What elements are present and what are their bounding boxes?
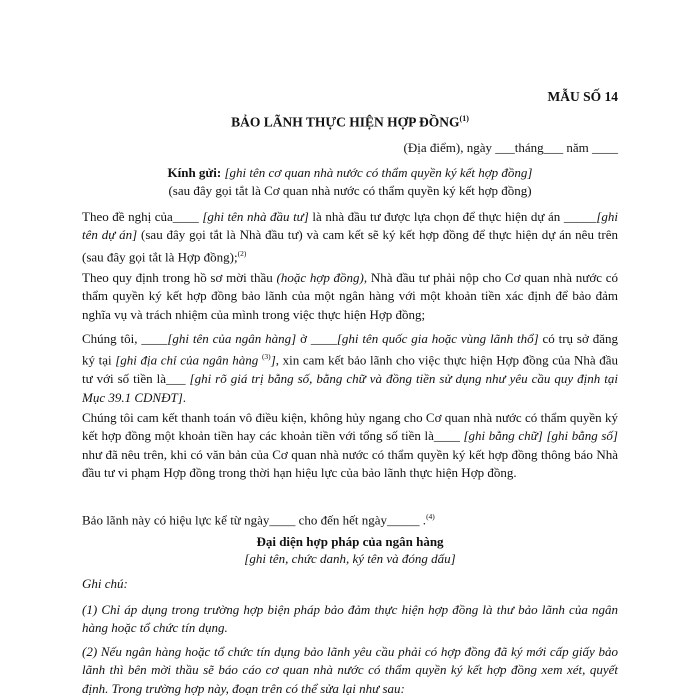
p3-address-close: ]	[270, 352, 276, 368]
date-line: (Địa điểm), ngày ___tháng___ năm ____	[403, 140, 618, 155]
p3-text-4: , xin cam kết bảo lãnh cho việc thực hiện Hợp đồng của Nhà đầu tư với số tiền là___	[82, 352, 618, 387]
signature-title: Đại diện hợp pháp của ngân hàng	[256, 534, 444, 549]
p3-address-placeholder: [ghi địa chỉ của ngân hàng	[115, 352, 262, 368]
paragraph-requirement	[82, 269, 618, 324]
paragraph-request	[82, 208, 618, 267]
p1-text-3: (sau đây gọi tắt là Nhà đầu tư) và cam kết sẽ ký kết hợp đồng để thực hiện dự án nêu trên (sau đây gọi tắt là Hợp đồng);	[82, 227, 618, 265]
addressee-note: (sau đây gọi tắt là Cơ quan nhà nước có thẩm quyền ký kết hợp đồng)	[168, 183, 532, 198]
addressee-label: Kính gửi:	[167, 165, 222, 180]
note-1: (1) Chỉ áp dụng trong trường hợp biện pháp bảo đảm thực hiện hợp đồng là thư bảo lãnh của ngân hàng hoặc tổ chức tín dụng.	[82, 602, 618, 636]
p3-text-2: ở ____	[296, 331, 337, 346]
p3-text-1: Chúng tôi, ____	[82, 331, 168, 346]
p3-footnote: (3)	[261, 352, 271, 362]
p3-amount-placeholder: [ghi rõ giá trị bằng số, bằng chữ và đồng tiền sử dụng như yêu cầu quy định tại Mục 39.1 CDNĐT]	[82, 371, 618, 405]
note-2: (2) Nếu ngân hàng hoặc tổ chức tín dụng bảo lãnh yêu cầu phải có hợp đồng đã ký mới cấp giấy bảo lãnh thì bên mời thầu sẽ báo cáo cơ quan nhà nước có thẩm quyền ký kết hợp đồng xem xét, quyết định. Trong trường hợp này, đoạn trên có thể sửa lại như sau:	[82, 644, 618, 696]
signature-subtitle: [ghi tên, chức danh, ký tên và đóng dấu]	[244, 551, 456, 566]
p1-text-2: là nhà đầu tư được lựa chọn để thực hiện dự án _____	[308, 209, 597, 224]
p4-text-1: Chúng tôi cam kết thanh toán vô điều kiện, không hủy ngang cho Cơ quan nhà nước có thẩm quyền ký kết hợp đồng một khoản tiền hay các khoản tiền với tổng số tiền là____	[82, 410, 618, 444]
p5-text-1: Bảo lãnh này có hiệu lực kể từ ngày____ cho đến hết ngày_____ .	[82, 512, 427, 528]
p1-project-placeholder: [ghi tên dự án]	[82, 209, 618, 243]
paragraph-validity	[82, 508, 618, 530]
p4-words-placeholder: [ghi bằng chữ]	[463, 428, 543, 444]
p2-text-1: Theo quy định trong hồ sơ mời thầu	[82, 270, 277, 285]
p2-text-2: , Nhà đầu tư phải nộp cho Cơ quan nhà nước có thẩm quyền ký kết hợp đồng bảo lãnh của một ngân hàng với một khoản tiền xác định để bảo đảm nghĩa vụ và trách nhiệm của mình trong việc thực hiện Hợp đồng;	[82, 270, 618, 322]
addressee-value: [ghi tên cơ quan nhà nước có thẩm quyền ký kết hợp đồng]	[224, 165, 533, 180]
title-text: BẢO LÃNH THỰC HIỆN HỢP ĐỒNG	[231, 114, 460, 130]
paragraph-guarantee	[82, 330, 618, 407]
p3-text-5: .	[182, 389, 187, 405]
addressee-line	[0, 165, 700, 181]
notes-heading: Ghi chú:	[82, 576, 128, 591]
form-number: MẪU SỐ 14	[547, 89, 618, 104]
p1-text-1: Theo đề nghị của____	[82, 209, 203, 224]
p1-investor-placeholder: [ghi tên nhà đầu tư]	[202, 209, 309, 224]
p4-text-3: như đã nêu trên, khi có văn bản của Cơ quan nhà nước có thẩm quyền ký kết hợp đồng thông báo Nhà đầu tư vi phạm Hợp đồng trong thời hạn hiệu lực của bảo lãnh thực hiện Hợp đồng.	[82, 446, 618, 481]
p4-number-placeholder: [ghi bằng số]	[546, 428, 618, 444]
p2-italic: (hoặc hợp đồng)	[276, 270, 364, 285]
p5-footnote: (4)	[426, 512, 435, 521]
title-footnote: (1)	[459, 114, 469, 123]
document-title	[0, 114, 700, 131]
p3-bank-placeholder: [ghi tên của ngân hàng]	[167, 331, 297, 346]
p3-country-placeholder: [ghi tên quốc gia hoặc vùng lãnh thổ]	[336, 331, 539, 346]
paragraph-payment	[82, 409, 618, 483]
p3-text-3: có trụ sở đăng ký tại	[82, 331, 618, 368]
p1-footnote: (2)	[237, 248, 247, 258]
